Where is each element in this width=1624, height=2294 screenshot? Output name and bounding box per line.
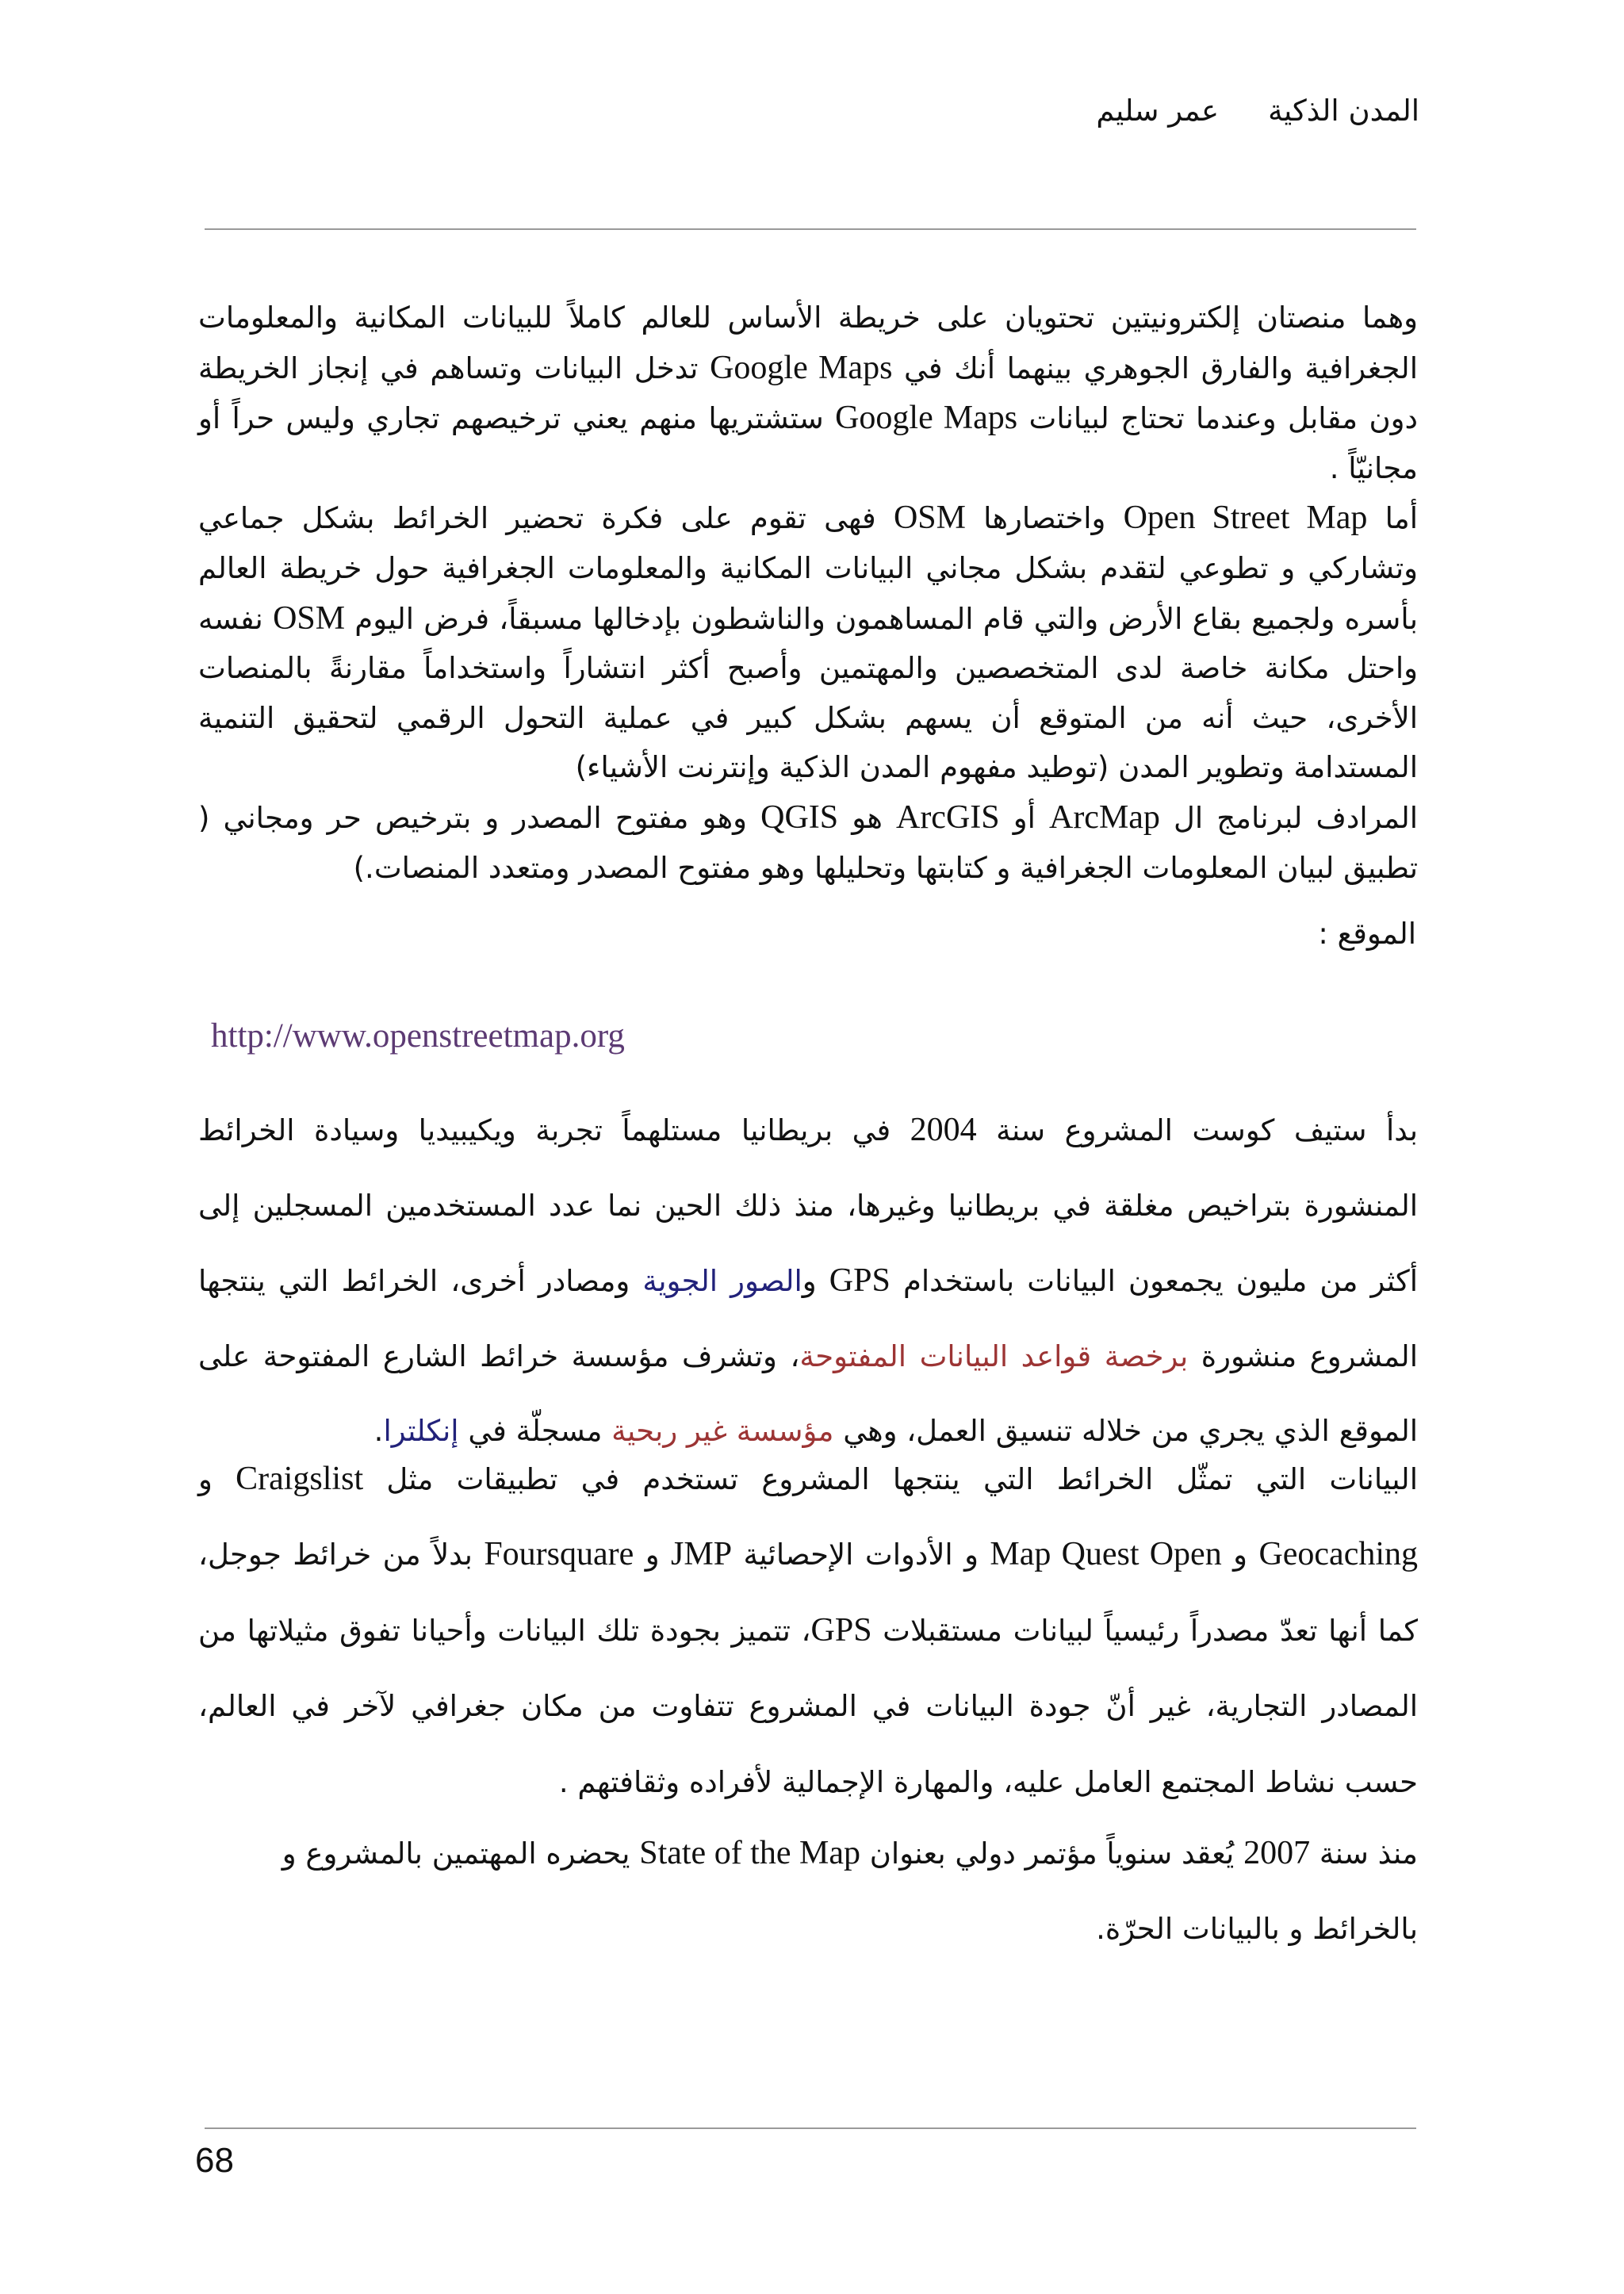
term-foursquare: Foursquare [484,1536,634,1573]
term-open-street-map: Open Street Map [1123,500,1368,537]
open-database-license-link[interactable]: برخصة قواعد البيانات المفتوحة [799,1338,1189,1373]
term-google-maps: Google Maps [710,349,893,386]
paragraph-platforms: وهما منصتان إلكترونيتين تحتويان على خريطة الأساس للعالم كاملاً للبيانات المكانية والمعلومات الجغرافية والفارق الجوهري بينهما أنك في Google Maps تدخل البيانات وتساهم في إنجاز الخريطة دون مقابل وعندما تحتاج لبيانات Google Maps ستشتريها منهم يعني ترخيصهم تجاري وليس حراً أو مجانيّاً . [198,301,1418,485]
term-jmp: JMP [671,1536,733,1573]
openstreetmap-link[interactable]: http://www.openstreetmap.org [211,1017,625,1055]
year-2004: 2004 [910,1112,977,1148]
year-2007: 2007 [1243,1835,1311,1871]
term-arcmap: ArcMap [1048,798,1160,836]
running-header [1096,94,1419,128]
term-geocaching: Geocaching [1258,1536,1419,1573]
page-number: 68 [195,2141,234,2180]
term-osm: OSM [893,500,966,537]
term-qgis: QGIS [760,798,839,836]
england-link[interactable]: إنكلترا [383,1414,459,1449]
header-author: عمر سليم [1096,94,1220,128]
intro-paragraphs [198,293,1418,893]
foundation-link[interactable]: مؤسسة [736,1414,834,1449]
term-gps: GPS [810,1611,872,1649]
term-map-quest-open: Map Quest Open [990,1536,1222,1573]
term-osm: OSM [273,599,346,637]
term-arcgis: ArcGIS [895,798,1000,836]
header-book-title: المدن الذكية [1268,94,1419,128]
term-craigslist: Craigslist [236,1461,364,1497]
history-paragraph: بدأ ستيف كوست المشروع سنة 2004 في بريطانيا مستلهماً تجربة ويكيبيديا وسيادة الخرائط المنشورة بتراخيص مغلقة في بريطانيا وغيرها، منذ ذلك الحين نما عدد المستخدمين المسجلين إلى أكثر من مليون يجمعون البيانات باستخدام GPS والصور الجوية ومصادر أخرى، الخرائط التي ينتجها المشروع منشورة برخصة قواعد البيانات المفتوحة، وتشرف مؤسسة خرائط الشارع المفتوحة على الموقع الذي يجري من خلاله تنسيق العمل، وهي مؤسسة غير ربحية مسجلّة في إنكلترا. [198,1112,1418,1449]
aerial-imagery-link[interactable]: الصور الجوية [642,1264,802,1299]
site-label: الموقع : [1318,917,1416,951]
usage-paragraph: البيانات التي تمثّل الخرائط التي ينتجها المشروع تستخدم في تطبيقات مثل Craigslist و Geocaching و Map Quest Open و الأدوات الإحصائية JMP و Foursquare بدلاً من خرائط جوجل، كما أنها تعدّ مصدراً رئيسياً لبيانات مستقبلات GPS، تتميز بجودة تلك البيانات وأحيانا تفوق مثيلاتها من المصادر التجارية، غير أنّ جودة البيانات في المشروع تتفاوت من مكان جغرافي لآخر في العالم، حسب نشاط المجتمع العامل عليه، والمهارة الإجمالية لأفراده وثقافتهم . [198,1461,1419,1799]
term-gps: GPS [829,1262,891,1300]
term-google-maps: Google Maps [835,400,1018,437]
conference-paragraph: منذ سنة 2007 يُعقد سنوياً مؤتمر دولي بعنوان State of the Map يحضره المهتمين بالمشروع و بالخرائط و بالبيانات الحرّة. [282,1835,1418,1946]
footer-divider [205,2127,1416,2129]
paragraph-qgis: المرادف لبرنامج ال ArcMap أو ArcGIS هو QGIS وهو مفتوح المصدر و بترخيص حر ومجاني ( تطبيق لبيان المعلومات الجغرافية و كتابتها وتحليلها وهو مفتوح المصدر ومتعدد المنصات.) [198,798,1419,885]
paragraph-osm: أما Open Street Map واختصارها OSM فهى تقوم على فكرة تحضير الخرائط بشكل جماعي وتشاركي و تطوعي لتقدم بشكل مجاني البيانات المكانية والمعلومات الجغرافية حول خريطة العالم بأسره ولجميع بقاع الأرض والتي قام المساهمون والناشطون بإدخالها مسبقاً، فرض اليوم OSM نفسه واحتل مكانة خاصة لدى المتخصصين والمهتمين وأصبح أكثر انتشاراً واستخداماً مقارنةً بالمنصات الأخرى، حيث أنه من المتوقع أن يسهم بشكل كبير في عملية التحول الرقمي لتحقيق التنمية المستدامة وتطوير المدن (توطيد مفهوم المدن الذكية وإنترنت الأشياء) [198,500,1418,785]
header-divider [205,228,1416,230]
non-profit-link[interactable]: غير ربحية [611,1414,727,1449]
term-state-of-the-map: State of the Map [639,1835,860,1871]
